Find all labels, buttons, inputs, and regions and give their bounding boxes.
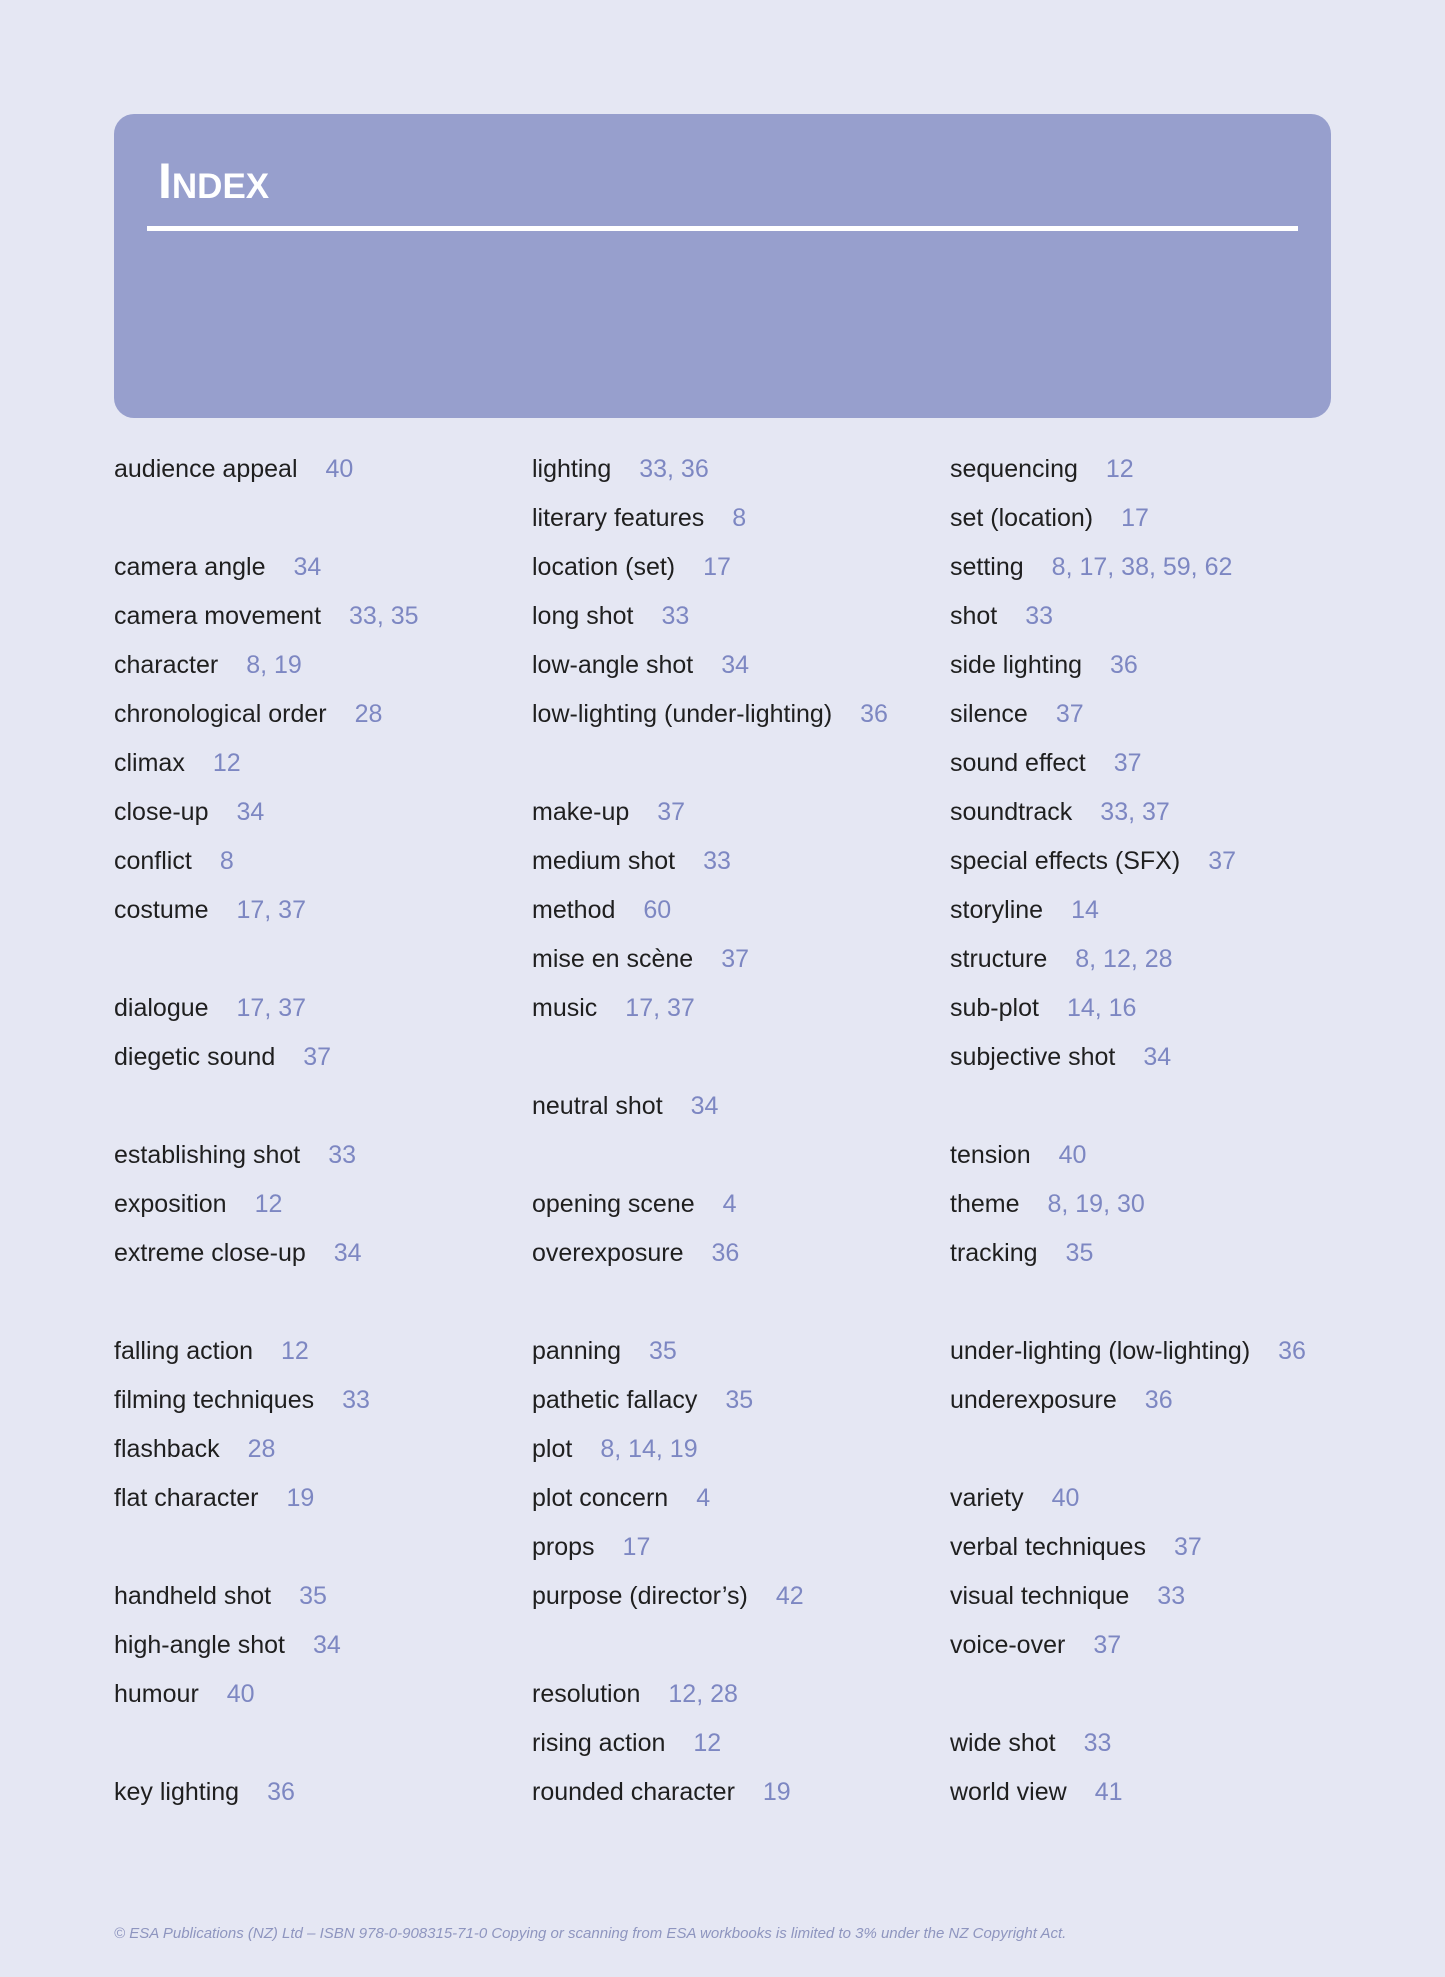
- index-entry: [950, 1621, 1360, 1670]
- index-term: variety: [950, 1484, 1024, 1512]
- index-term: low-lighting (under-lighting): [532, 700, 833, 728]
- index-entry: [114, 788, 524, 837]
- index-entry: [950, 886, 1360, 935]
- index-page-numbers: 40: [325, 455, 354, 483]
- index-entry: [532, 1719, 942, 1768]
- index-page-numbers: 4: [696, 1484, 711, 1512]
- index-entry: [532, 494, 942, 543]
- index-entry: [114, 1621, 524, 1670]
- index-entry: [532, 1327, 942, 1376]
- index-term: music: [532, 994, 598, 1022]
- index-term: wide shot: [950, 1729, 1056, 1757]
- index-page-numbers: 60: [643, 896, 672, 924]
- index-page-numbers: 40: [226, 1680, 255, 1708]
- index-term: camera angle: [114, 553, 266, 581]
- index-column-2: [532, 445, 942, 1817]
- index-term: under-lighting (low-lighting): [950, 1337, 1251, 1365]
- index-page-numbers: 8, 19, 30: [1047, 1190, 1145, 1218]
- index-spacer: [532, 1621, 942, 1670]
- index-page-numbers: 35: [648, 1337, 677, 1365]
- index-entry: [950, 788, 1360, 837]
- index-term: set (location): [950, 504, 1094, 532]
- index-term: silence: [950, 700, 1028, 728]
- index-term: sub-plot: [950, 994, 1039, 1022]
- index-entry: [114, 1180, 524, 1229]
- index-page-numbers: 37: [1093, 1631, 1122, 1659]
- index-term: overexposure: [532, 1239, 684, 1267]
- index-entry: [532, 1474, 942, 1523]
- index-spacer: [950, 1278, 1360, 1327]
- index-column-3: [950, 445, 1360, 1817]
- index-term: literary features: [532, 504, 705, 532]
- index-page-numbers: 33: [703, 847, 731, 875]
- header-divider: [147, 226, 1298, 231]
- index-term: low-angle shot: [532, 651, 694, 679]
- index-entry: [950, 641, 1360, 690]
- index-term: location (set): [532, 553, 676, 581]
- index-term: mise en scène: [532, 945, 694, 973]
- index-page-numbers: 17, 37: [236, 994, 307, 1022]
- index-term: humour: [114, 1680, 199, 1708]
- index-term: theme: [950, 1190, 1020, 1218]
- index-entry: [950, 1768, 1360, 1817]
- index-term: long shot: [532, 602, 634, 630]
- index-entry: [114, 445, 524, 494]
- index-entry: [114, 1768, 524, 1817]
- index-entry: [532, 1572, 942, 1621]
- index-term: conflict: [114, 847, 192, 875]
- index-spacer: [532, 1278, 942, 1327]
- index-entry: [114, 837, 524, 886]
- index-entry: [114, 1425, 524, 1474]
- index-page-numbers: 37: [721, 945, 750, 973]
- index-page-numbers: 33: [661, 602, 690, 630]
- index-page-numbers: 34: [690, 1092, 719, 1120]
- index-page-numbers: 40: [1058, 1141, 1087, 1169]
- index-term: make-up: [532, 798, 630, 826]
- index-entry: [114, 1229, 524, 1278]
- index-term: verbal techniques: [950, 1533, 1146, 1561]
- index-page-numbers: 37: [1208, 847, 1236, 875]
- index-page-numbers: 8, 19: [246, 651, 302, 679]
- index-term: lighting: [532, 455, 612, 483]
- index-page-numbers: 14, 16: [1066, 994, 1137, 1022]
- index-term: extreme close-up: [114, 1239, 306, 1267]
- index-term: audience appeal: [114, 455, 298, 483]
- index-spacer: [950, 1670, 1360, 1719]
- index-spacer: [114, 1719, 524, 1768]
- index-term: side lighting: [950, 651, 1083, 679]
- index-page-numbers: 19: [286, 1484, 315, 1512]
- index-page-numbers: 28: [354, 700, 383, 728]
- index-term: soundtrack: [950, 798, 1073, 826]
- page-title: Index: [158, 153, 270, 209]
- index-page-numbers: 19: [762, 1778, 791, 1806]
- index-term: medium shot: [532, 847, 676, 875]
- index-entry: [950, 690, 1360, 739]
- index-term: tension: [950, 1141, 1031, 1169]
- index-entry: [114, 592, 524, 641]
- index-entry: [532, 1082, 942, 1131]
- index-term: close-up: [114, 798, 209, 826]
- index-page-numbers: 8: [732, 504, 747, 532]
- index-term: filming techniques: [114, 1386, 315, 1414]
- index-entry: [114, 1131, 524, 1180]
- index-entry: [532, 1180, 942, 1229]
- index-page-numbers: 36: [860, 700, 888, 728]
- index-page-numbers: 35: [1065, 1239, 1094, 1267]
- index-entry: [950, 1572, 1360, 1621]
- index-entry: [532, 445, 942, 494]
- index-entry: [114, 543, 524, 592]
- index-page-numbers: 35: [725, 1386, 754, 1414]
- index-entry: [532, 1523, 942, 1572]
- index-page-numbers: 8, 17, 38, 59, 62: [1051, 553, 1233, 581]
- index-entry: [950, 984, 1360, 1033]
- index-page-numbers: 37: [1055, 700, 1084, 728]
- index-entry: [114, 984, 524, 1033]
- index-entry: [114, 1033, 524, 1082]
- index-entry: [532, 837, 942, 886]
- index-column-1: [114, 445, 524, 1817]
- index-spacer: [532, 1033, 942, 1082]
- index-page-numbers: 12: [693, 1729, 722, 1757]
- index-page-numbers: 17: [622, 1533, 651, 1561]
- index-page-numbers: 14: [1071, 896, 1099, 924]
- index-page-numbers: 34: [236, 798, 265, 826]
- index-entry: [532, 543, 942, 592]
- index-term: resolution: [532, 1680, 641, 1708]
- index-entry: [114, 886, 524, 935]
- index-term: neutral shot: [532, 1092, 663, 1120]
- index-entry: [114, 739, 524, 788]
- index-page-numbers: 33, 36: [639, 455, 709, 483]
- index-entry: [950, 1131, 1360, 1180]
- index-term: diegetic sound: [114, 1043, 276, 1071]
- index-term: purpose (director’s): [532, 1582, 748, 1610]
- index-entry: [532, 1768, 942, 1817]
- index-page-numbers: 37: [1113, 749, 1142, 777]
- index-page-numbers: 34: [312, 1631, 341, 1659]
- index-term: panning: [532, 1337, 621, 1365]
- index-term: world view: [950, 1778, 1067, 1806]
- index-term: visual technique: [950, 1582, 1130, 1610]
- index-entry: [532, 935, 942, 984]
- index-page-numbers: 42: [775, 1582, 804, 1610]
- index-spacer: [114, 1082, 524, 1131]
- index-entry: [950, 592, 1360, 641]
- index-term: key lighting: [114, 1778, 240, 1806]
- index-entry: [114, 1670, 524, 1719]
- index-page-numbers: 36: [1278, 1337, 1306, 1365]
- copyright-footer: © ESA Publications (NZ) Ltd – ISBN 978-0-908315-71-0 Copying or scanning from ESA workbooks is limited to 3% under the NZ Copyright Act.: [114, 1925, 1067, 1942]
- index-entry: [950, 837, 1360, 886]
- index-page-numbers: 33: [342, 1386, 370, 1414]
- index-term: plot concern: [532, 1484, 669, 1512]
- index-entry: [950, 1180, 1360, 1229]
- index-entry: [532, 1229, 942, 1278]
- index-entry: [950, 1327, 1360, 1376]
- index-entry: [532, 592, 942, 641]
- index-page-numbers: 12: [280, 1337, 309, 1365]
- index-entry: [532, 1376, 942, 1425]
- index-term: structure: [950, 945, 1048, 973]
- index-term: subjective shot: [950, 1043, 1116, 1071]
- index-entry: [532, 886, 942, 935]
- index-entry: [950, 1376, 1360, 1425]
- index-page-numbers: 28: [247, 1435, 276, 1463]
- index-spacer: [114, 494, 524, 543]
- index-term: opening scene: [532, 1190, 695, 1218]
- index-entry: [532, 1670, 942, 1719]
- index-page-numbers: 12, 28: [668, 1680, 738, 1708]
- index-spacer: [114, 1523, 524, 1572]
- index-page-numbers: 12: [1105, 455, 1134, 483]
- index-page-numbers: 41: [1094, 1778, 1123, 1806]
- index-entry: [532, 984, 942, 1033]
- index-page-numbers: 8: [219, 847, 234, 875]
- index-term: dialogue: [114, 994, 209, 1022]
- index-entry: [950, 1033, 1360, 1082]
- index-entry: [950, 543, 1360, 592]
- index-page-numbers: 17: [1121, 504, 1149, 532]
- index-term: tracking: [950, 1239, 1038, 1267]
- index-page-numbers: 8, 14, 19: [600, 1435, 698, 1463]
- index-page-numbers: 17: [703, 553, 731, 581]
- index-entry: [532, 690, 942, 739]
- index-term: character: [114, 651, 219, 679]
- index-page-numbers: 40: [1051, 1484, 1080, 1512]
- index-term: sequencing: [950, 455, 1078, 483]
- index-entry: [532, 788, 942, 837]
- index-entry: [950, 1719, 1360, 1768]
- index-entry: [950, 494, 1360, 543]
- index-page-numbers: 36: [267, 1778, 295, 1806]
- index-spacer: [950, 1425, 1360, 1474]
- index-page-numbers: 35: [299, 1582, 327, 1610]
- index-entry: [114, 1327, 524, 1376]
- index-spacer: [532, 1131, 942, 1180]
- index-term: shot: [950, 602, 998, 630]
- index-term: sound effect: [950, 749, 1086, 777]
- index-page-numbers: 34: [1143, 1043, 1172, 1071]
- index-term: props: [532, 1533, 595, 1561]
- index-entry: [114, 1474, 524, 1523]
- index-spacer: [114, 1278, 524, 1327]
- index-entry: [532, 1425, 942, 1474]
- index-term: exposition: [114, 1190, 227, 1218]
- index-page-numbers: 17, 37: [625, 994, 695, 1022]
- index-page-numbers: 34: [333, 1239, 362, 1267]
- index-entry: [114, 1572, 524, 1621]
- index-page-numbers: 36: [1144, 1386, 1173, 1414]
- index-term: high-angle shot: [114, 1631, 285, 1659]
- index-spacer: [114, 935, 524, 984]
- index-term: underexposure: [950, 1386, 1117, 1414]
- index-term: camera movement: [114, 602, 322, 630]
- index-page-numbers: 33, 35: [349, 602, 419, 630]
- index-entry: [950, 935, 1360, 984]
- index-term: falling action: [114, 1337, 253, 1365]
- index-term: plot: [532, 1435, 573, 1463]
- index-term: pathetic fallacy: [532, 1386, 698, 1414]
- index-term: rising action: [532, 1729, 666, 1757]
- index-term: flat character: [114, 1484, 259, 1512]
- index-page-numbers: 8, 12, 28: [1075, 945, 1173, 973]
- index-page-numbers: 36: [1110, 651, 1138, 679]
- index-term: method: [532, 896, 616, 924]
- index-page-numbers: 36: [711, 1239, 740, 1267]
- index-term: voice-over: [950, 1631, 1066, 1659]
- index-page-numbers: 12: [254, 1190, 283, 1218]
- index-term: storyline: [950, 896, 1044, 924]
- index-spacer: [950, 1082, 1360, 1131]
- header-banner: [114, 114, 1331, 418]
- index-page-numbers: 33: [328, 1141, 357, 1169]
- index-term: chronological order: [114, 700, 327, 728]
- index-page-numbers: 34: [293, 553, 322, 581]
- index-term: climax: [114, 749, 185, 777]
- index-page-numbers: 33: [1083, 1729, 1112, 1757]
- index-entry: [950, 1229, 1360, 1278]
- index-entry: [114, 1376, 524, 1425]
- index-entry: [532, 641, 942, 690]
- index-term: handheld shot: [114, 1582, 272, 1610]
- index-term: costume: [114, 896, 209, 924]
- index-term: rounded character: [532, 1778, 735, 1806]
- index-page-numbers: 37: [1173, 1533, 1202, 1561]
- index-page-numbers: 37: [657, 798, 686, 826]
- index-entry: [950, 1474, 1360, 1523]
- index-entry: [950, 1523, 1360, 1572]
- index-page-numbers: 37: [303, 1043, 332, 1071]
- index-page-numbers: 4: [722, 1190, 737, 1218]
- index-page-numbers: 12: [212, 749, 241, 777]
- index-page-numbers: 33: [1157, 1582, 1186, 1610]
- index-entry: [114, 690, 524, 739]
- index-page-numbers: 17, 37: [236, 896, 306, 924]
- index-spacer: [532, 739, 942, 788]
- index-term: establishing shot: [114, 1141, 301, 1169]
- index-page-numbers: 34: [721, 651, 750, 679]
- index-entry: [114, 641, 524, 690]
- index-entry: [950, 739, 1360, 788]
- index-entry: [950, 445, 1360, 494]
- index-term: setting: [950, 553, 1024, 581]
- index-page-numbers: 33: [1025, 602, 1054, 630]
- index-term: special effects (SFX): [950, 847, 1181, 875]
- index-term: flashback: [114, 1435, 220, 1463]
- index-page-numbers: 33, 37: [1100, 798, 1170, 826]
